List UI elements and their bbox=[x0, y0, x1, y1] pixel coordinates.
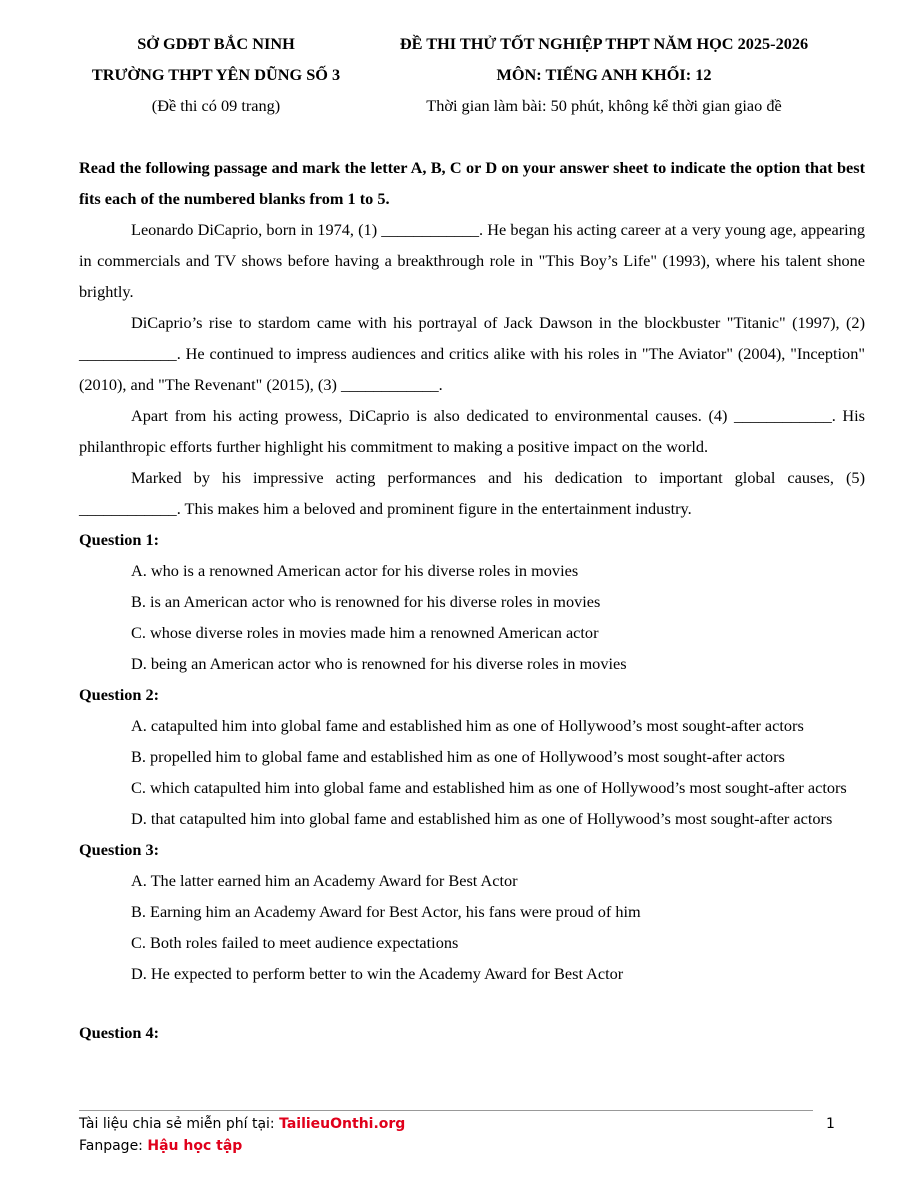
question-1-option-b: B. is an American actor who is renowned for his diverse roles in movies bbox=[131, 592, 601, 611]
passage-paragraph-4: Marked by his impressive acting performances and his dedication to important global causes, (5) ____________. This makes him a beloved and prominent figure in the entertainment industry. bbox=[79, 468, 865, 518]
school-name: TRƯỜNG THPT YÊN DŨNG SỐ 3 bbox=[91, 65, 341, 84]
instruction-text: Read the following passage and mark the letter A, B, C or D on your answer sheet to indicate the option that best fits each of the numbered blanks from 1 to 5. bbox=[79, 158, 865, 208]
question-4-title: Question 4: bbox=[79, 1023, 160, 1042]
footer-divider bbox=[79, 1110, 813, 1111]
footer-source-label: Tài liệu chia sẻ miễn phí tại: bbox=[79, 1116, 280, 1132]
page-count-note: (Đề thi có 09 trang) bbox=[151, 96, 281, 115]
header-left bbox=[60, 28, 372, 121]
passage-paragraph-2: DiCaprio’s rise to stardom came with his portrayal of Jack Dawson in the blockbuster "Titanic" (1997), (2) ____________. He continued to impress audiences and critics alike with his roles in "The Aviator" (2004), "Inception" (2010), and "The Revenant" (2015), (3) ____________. bbox=[79, 313, 865, 394]
spacer bbox=[79, 989, 865, 1017]
question-1-title: Question 1: bbox=[79, 530, 160, 549]
passage-paragraph-3: Apart from his acting prowess, DiCaprio is also dedicated to environmental causes. (4) ____________. His philanthropic efforts further highlight his commitment to making a positive impact on the world. bbox=[79, 406, 865, 456]
exam-content bbox=[79, 152, 865, 1048]
question-3-option-d: D. He expected to perform better to win the Academy Award for Best Actor bbox=[131, 964, 624, 983]
question-3-option-c: C. Both roles failed to meet audience expectations bbox=[131, 933, 459, 952]
question-2-option-a: A. catapulted him into global fame and established him as one of Hollywood’s most sought-after actors bbox=[131, 716, 804, 735]
subject-line: MÔN: TIẾNG ANH KHỐI: 12 bbox=[496, 65, 712, 84]
footer-source-link[interactable]: TailieuOnthi.org bbox=[279, 1116, 406, 1132]
footer-fanpage-link[interactable]: Hậu học tập bbox=[147, 1138, 243, 1154]
footer-fanpage-line bbox=[79, 1135, 405, 1157]
header-right bbox=[378, 28, 830, 121]
question-2-option-c: C. which catapulted him into global fame and established him as one of Hollywood’s most sought-after actors bbox=[131, 778, 847, 797]
department-name: SỞ GDĐT BẮC NINH bbox=[137, 34, 295, 53]
question-1-option-a: A. who is a renowned American actor for his diverse roles in movies bbox=[131, 561, 579, 580]
question-3-option-a: A. The latter earned him an Academy Award for Best Actor bbox=[131, 871, 518, 890]
page-number: 1 bbox=[826, 1116, 835, 1132]
question-1-option-c: C. whose diverse roles in movies made him a renowned American actor bbox=[131, 623, 599, 642]
passage-paragraph-1: Leonardo DiCaprio, born in 1974, (1) ____________. He began his acting career at a very young age, appearing in commercials and TV shows before having a breakthrough role in "This Boy’s Life" (1993), where his talent shone brightly. bbox=[79, 220, 865, 301]
footer-fanpage-label: Fanpage: bbox=[79, 1138, 148, 1154]
question-2-option-b: B. propelled him to global fame and established him as one of Hollywood’s most sought-after actors bbox=[131, 747, 785, 766]
question-2-title: Question 2: bbox=[79, 685, 160, 704]
question-3-option-b: B. Earning him an Academy Award for Best Actor, his fans were proud of him bbox=[131, 902, 641, 921]
question-1-option-d: D. being an American actor who is renowned for his diverse roles in movies bbox=[131, 654, 627, 673]
question-2-option-d: D. that catapulted him into global fame and established him as one of Hollywood’s most sought-after actors bbox=[131, 809, 833, 828]
question-3-title: Question 3: bbox=[79, 840, 160, 859]
footer-source-line bbox=[79, 1113, 405, 1135]
exam-title: ĐỀ THI THỬ TỐT NGHIỆP THPT NĂM HỌC 2025-2026 bbox=[399, 34, 809, 53]
time-note: Thời gian làm bài: 50 phút, không kể thời gian giao đề bbox=[426, 96, 782, 115]
footer bbox=[79, 1113, 405, 1157]
